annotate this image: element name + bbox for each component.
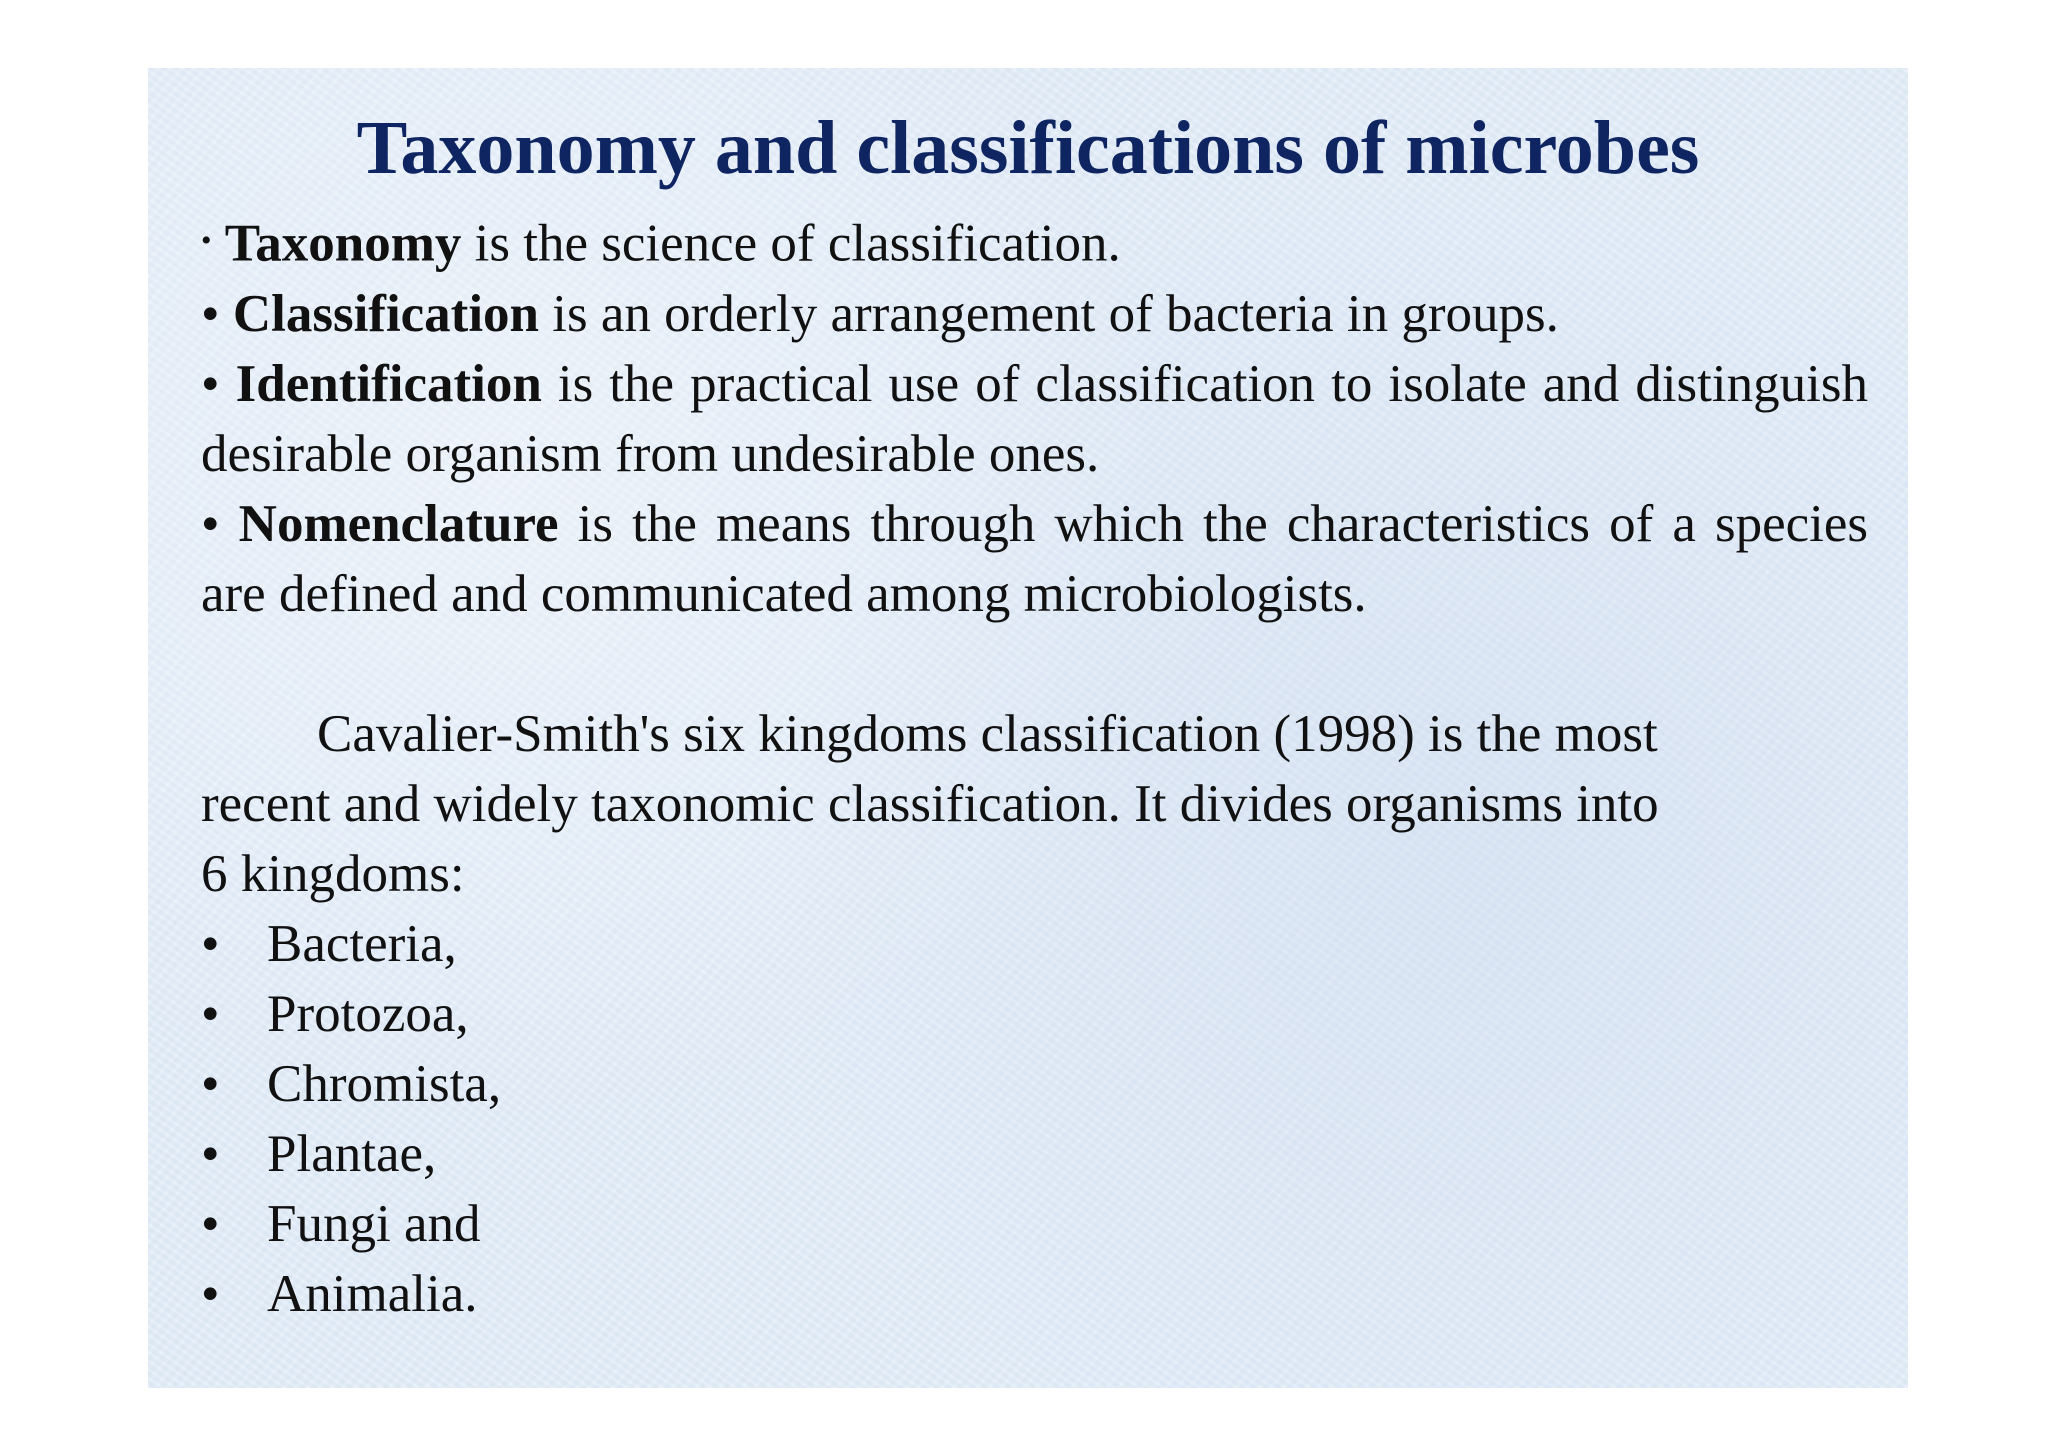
definition-taxonomy: [201, 206, 1868, 279]
list-item: [201, 1189, 1868, 1259]
bullet: •: [201, 1194, 220, 1253]
list-item: [201, 1259, 1868, 1329]
kingdom-list: [201, 909, 1868, 1329]
intro-text-1: Cavalier-Smith's six kingdoms classification (1998) is the most: [317, 704, 1658, 763]
kingdom-bacteria: Bacteria,: [267, 914, 457, 973]
intro-line-1: [201, 699, 1868, 769]
kingdom-chromista: Chromista,: [267, 1054, 502, 1113]
list-item: [201, 909, 1868, 979]
slide-content: [201, 206, 1868, 1329]
bullet: •: [201, 914, 220, 973]
definition-classification: [201, 279, 1868, 349]
bullet: •: [201, 1124, 220, 1183]
kingdom-animalia: Animalia.: [267, 1264, 478, 1323]
intro-line-2: recent and widely taxonomic classification. It divides organisms into: [201, 774, 1659, 833]
definition-text: is an orderly arrangement of bacteria in groups.: [539, 284, 1559, 343]
kingdom-fungi: Fungi and: [267, 1194, 481, 1253]
term-identification: Identification: [235, 354, 542, 413]
bullet: •: [201, 984, 220, 1043]
slide: [148, 68, 1908, 1388]
list-item: [201, 1049, 1868, 1119]
term-nomenclature: Nomenclature: [238, 494, 559, 553]
intro-line-3: 6 kingdoms:: [201, 844, 465, 903]
list-item: [201, 979, 1868, 1049]
definition-nomenclature: [201, 489, 1868, 629]
definition-text: is the means through which the characteristics of a species are defined and communicated among microbiologists.: [201, 494, 1869, 623]
spacer: [201, 629, 1868, 699]
bullet: •: [201, 1054, 220, 1113]
bullet: •: [201, 1264, 220, 1323]
bullet: •: [201, 354, 220, 413]
kingdom-protozoa: Protozoa,: [267, 984, 469, 1043]
term-taxonomy: Taxonomy: [224, 214, 462, 273]
term-classification: Classification: [232, 284, 540, 343]
slide-title: Taxonomy and classifications of microbes: [356, 106, 1700, 190]
bullet: •: [201, 494, 220, 553]
definition-text: is the science of classification.: [461, 214, 1121, 273]
definition-identification: [201, 349, 1868, 489]
bullet: •: [201, 224, 212, 257]
definition-text: is the practical use of classification to isolate and distinguish desirable organism from undesirable ones.: [201, 354, 1868, 483]
list-item: [201, 1119, 1868, 1189]
kingdom-plantae: Plantae,: [267, 1124, 437, 1183]
bullet: •: [201, 284, 220, 343]
